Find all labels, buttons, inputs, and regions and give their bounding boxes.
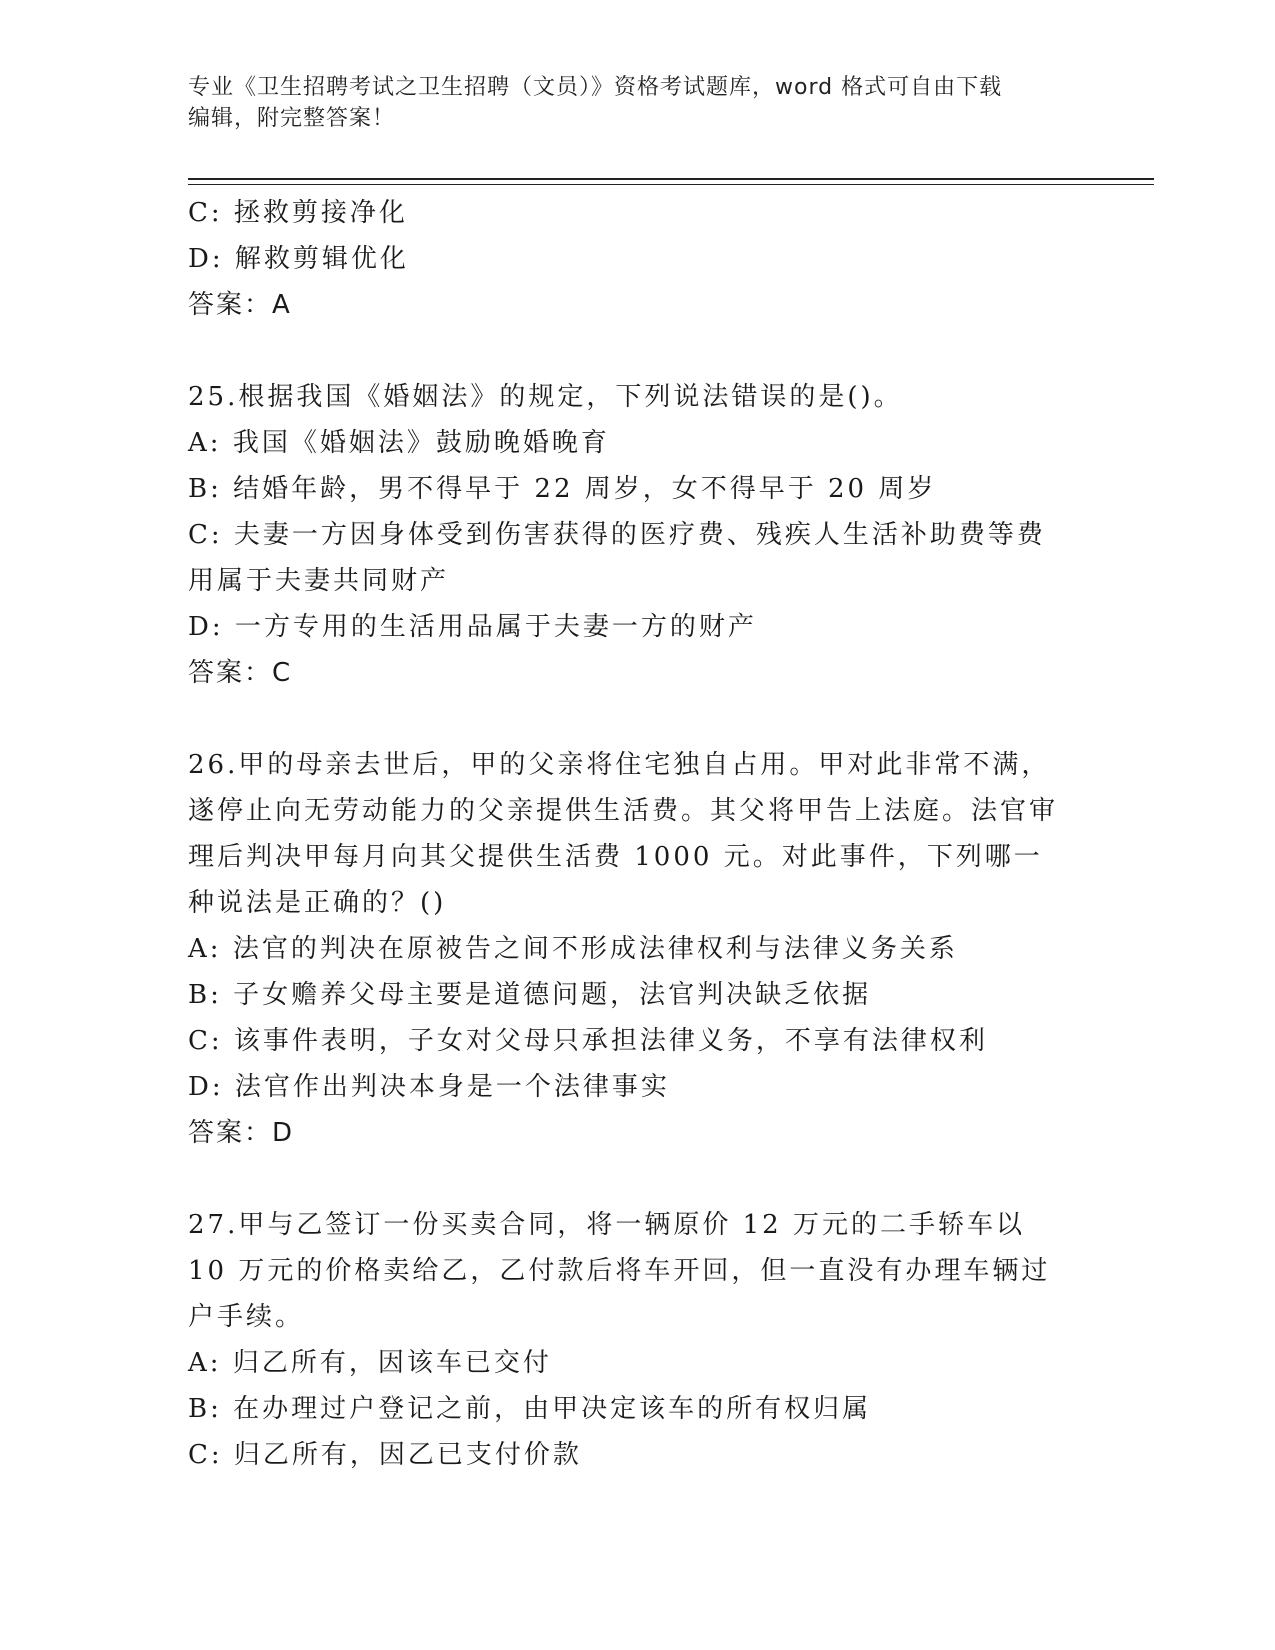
question-content xyxy=(188,190,1068,1478)
option-a xyxy=(188,420,1068,466)
header-rule-thick xyxy=(188,178,1154,180)
option-label: C: xyxy=(188,1026,223,1056)
header-rule-thin xyxy=(188,184,1154,185)
option-text: 归乙所有，因该车已交付 xyxy=(232,1348,552,1378)
option-label: B: xyxy=(188,474,222,504)
option-label: D: xyxy=(188,1072,224,1102)
option-label: C: xyxy=(188,198,223,228)
header-line-1: 专业《卫生招聘考试之卫生招聘（文员）》资格考试题库，word 格式可自由下载 xyxy=(188,75,1003,100)
option-d xyxy=(188,1064,1068,1110)
spacer xyxy=(188,1156,1068,1202)
option-text: 拯救剪接净化 xyxy=(233,198,408,228)
option-text: 解救剪辑优化 xyxy=(234,244,409,274)
page-header xyxy=(188,72,1068,134)
answer-line: 答案：D xyxy=(188,1118,295,1148)
spacer xyxy=(188,696,1068,742)
option-text: 在办理过户登记之前，由甲决定该车的所有权归属 xyxy=(233,1394,872,1424)
question-25 xyxy=(188,374,1068,696)
option-label: C: xyxy=(188,1440,223,1470)
option-a xyxy=(188,1340,1068,1386)
option-label: B: xyxy=(188,1394,222,1424)
answer-line: 答案：A xyxy=(188,290,292,320)
question-stem: 27.甲与乙签订一份买卖合同，将一辆原价 12 万元的二手轿车以 10 万元的价格卖给乙，乙付款后将车开回，但一直没有办理车辆过户手续。 xyxy=(188,1210,1051,1332)
option-label: D: xyxy=(188,612,224,642)
question-27 xyxy=(188,1202,1068,1478)
option-c xyxy=(188,1018,1068,1064)
option-label: D: xyxy=(188,244,224,274)
option-text: 法官作出判决本身是一个法律事实 xyxy=(234,1072,670,1102)
option-text: 子女赡养父母主要是道德问题，法官判决缺乏依据 xyxy=(233,980,872,1010)
header-line-2: 编辑，附完整答案！ xyxy=(188,106,396,131)
option-label: A: xyxy=(188,934,222,964)
option-d xyxy=(188,604,1068,650)
question-26 xyxy=(188,742,1068,1156)
option-label: A: xyxy=(188,1348,222,1378)
option-b xyxy=(188,972,1068,1018)
option-a xyxy=(188,926,1068,972)
option-text: 夫妻一方因身体受到伤害获得的医疗费、残疾人生活补助费等费用属于夫妻共同财产 xyxy=(188,520,1046,596)
option-text: 该事件表明，子女对父母只承担法律义务，不享有法律权利 xyxy=(233,1026,988,1056)
option-b xyxy=(188,466,1068,512)
option-b xyxy=(188,1386,1068,1432)
question-stem: 26.甲的母亲去世后，甲的父亲将住宅独自占用。甲对此非常不满，遂停止向无劳动能力的父亲提供生活费。其父将甲告上法庭。法官审理后判决甲每月向其父提供生活费 1000 元。对此事件，下列哪一种说法是正确的？() xyxy=(188,750,1059,918)
option-label: A: xyxy=(188,428,222,458)
option-label: C: xyxy=(188,520,223,550)
question-stem: 25.根据我国《婚姻法》的规定，下列说法错误的是()。 xyxy=(188,382,903,412)
option-d xyxy=(188,236,1068,282)
spacer xyxy=(188,328,1068,374)
option-label: B: xyxy=(188,980,222,1010)
option-c xyxy=(188,1432,1068,1478)
prev-question-block xyxy=(188,190,1068,328)
option-text: 我国《婚姻法》鼓励晚婚晚育 xyxy=(232,428,610,458)
option-text: 一方专用的生活用品属于夫妻一方的财产 xyxy=(234,612,757,642)
option-text: 法官的判决在原被告之间不形成法律权利与法律义务关系 xyxy=(232,934,958,964)
answer-line: 答案：C xyxy=(188,658,293,688)
option-text: 归乙所有，因乙已支付价款 xyxy=(233,1440,582,1470)
option-c xyxy=(188,512,1068,604)
option-text: 结婚年龄，男不得早于 22 周岁，女不得早于 20 周岁 xyxy=(233,474,937,504)
option-c xyxy=(188,190,1068,236)
